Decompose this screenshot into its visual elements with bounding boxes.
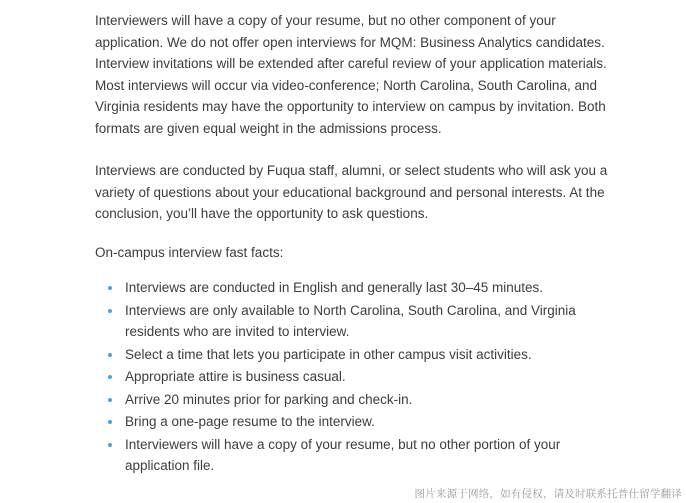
list-item-text: Appropriate attire is business casual.: [125, 369, 346, 384]
bullet-dot-icon: [108, 443, 112, 447]
paragraph-interview-overview: Interviewers will have a copy of your resume, but no other component of your application. We do not offer open interviews for MQM: Business Analytics candidates. Interview invitations will be extended after careful review of your application materials. Most interviews will occur via video-conference; North Carolina, South Carolina, and Virginia residents may have the opportunity to interview on campus by invitation. Both formats are given equal weight in the admissions process.: [95, 13, 607, 136]
bullet-dot-icon: [108, 398, 112, 402]
list-item: [95, 411, 608, 433]
bullet-dot-icon: [108, 309, 112, 313]
bullet-dot-icon: [108, 375, 112, 379]
list-item-text: Arrive 20 minutes prior for parking and check-in.: [125, 391, 413, 407]
list-item: [95, 389, 608, 411]
bullet-dot-icon: [108, 420, 112, 424]
list-item: [95, 344, 608, 366]
list-heading-fast-facts: On-campus interview fast facts:: [95, 244, 284, 260]
list-item-text: Select a time that lets you participate in other campus visit activities.: [125, 346, 532, 362]
list-item-text: Interviews are only available to North Carolina, South Carolina, and Virginia residents who are invited to interview.: [125, 302, 576, 339]
paragraph-interview-conductors: Interviews are conducted by Fuqua staff, alumni, or select students who will ask you a variety of questions about your educational background and personal interests. At the conclusion, you’ll have the opportunity to ask questions.: [95, 163, 608, 221]
watermark-notice: 图片来源于网络，如有侵权，请及时联系托普仕留学翻译: [414, 488, 682, 500]
list-item: [95, 366, 608, 388]
fast-facts-list: [95, 277, 608, 477]
bullet-dot-icon: [108, 353, 112, 357]
list-item: [95, 277, 608, 299]
list-item-text: Interviews are conducted in English and generally last 30–45 minutes.: [125, 280, 543, 295]
list-item-text: Bring a one-page resume to the interview.: [125, 414, 375, 429]
list-item-text: Interviewers will have a copy of your resume, but no other portion of your application file.: [125, 436, 561, 473]
list-item: [95, 300, 608, 343]
bullet-dot-icon: [108, 286, 112, 290]
list-item: [95, 434, 608, 477]
